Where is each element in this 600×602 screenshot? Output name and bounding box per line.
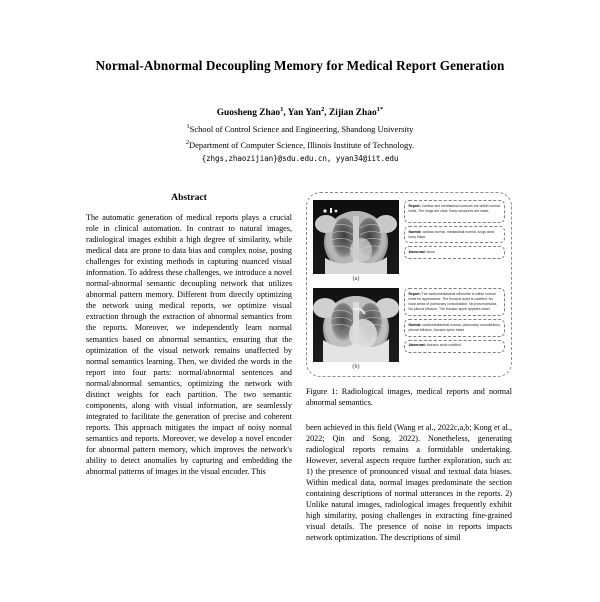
affiliation-2-text: Department of Computer Science, Illinois Institute of Technology. [189, 139, 415, 150]
author-1: Guosheng Zhao [216, 107, 281, 118]
normal-label-a: Normal: [408, 229, 422, 234]
report-box-a-normal [404, 226, 505, 243]
left-column [86, 192, 292, 477]
chest-xray-image-b [313, 288, 399, 362]
author-3-affil-marker: 1* [376, 105, 384, 113]
abstract-heading: Abstract [171, 192, 207, 203]
affiliation-1 [0, 122, 600, 136]
title-block [0, 0, 600, 163]
affiliation-1-text: School of Control Science and Engineering, Shandong University [189, 123, 414, 134]
right-column [306, 192, 512, 543]
author-list [0, 105, 600, 120]
page-title: Normal-Abnormal Decoupling Memory for Medical Report Generation [95, 58, 505, 73]
figure-frame [306, 192, 512, 377]
figure-sublabel-b: (b) [352, 363, 360, 371]
abnormal-text-a: None [425, 249, 435, 254]
report-box-b-normal [404, 319, 505, 336]
right-column-body: been achieved in this field (Wang et al., 2022c,a,b; Kong et al., 2022; Qin and Song, 2022). Nonetheless, generating radiological reports remains a formidable undertaking. However, several aspects require further exploration, such as: 1) the presence of pronounced visual and textual data biases. Within medical data, normal images predominate the section containing descriptions of normal utterances in the reports. 2) Unlike natural images, radiological images frequently exhibit high similarity, posing challenges in extracting fine-grained visual details. The presence of noise in reports impacts network optimization. The descriptions of simil [306, 422, 512, 543]
report-label-b: Report: [408, 291, 421, 296]
report-box-b-abnormal [404, 340, 505, 353]
report-stack-a [404, 200, 505, 259]
affiliation-1-marker: 1 [186, 122, 190, 130]
normal-text-a: cardiac normal, mediastinal normal, lungs clear, bony intact [408, 229, 496, 239]
body-columns [0, 192, 600, 602]
chest-xray-image-a [313, 200, 399, 274]
figure-row-b [313, 288, 505, 370]
report-stack-b [404, 288, 505, 352]
figure-row-a [313, 200, 505, 282]
report-box-b-report [404, 288, 505, 316]
abstract-text: The automatic generation of medical reports plays a crucial role in clinical automation. In contrast to natural images, radiological images exhibit a high degree of similarity, while medical data are prone to data bias and complex noise, posing challenges for existing methods in capturing nuanced visual information. To address these challenges, we introduce a novel normal-abnormal semantic decoupling network that utilizes abnormal pattern memory. Different from directly optimizing the network using medical reports, we optimize visual extraction through the extraction of abnormal semantics from the reports. Moreover, we independently learn normal semantics based on abnormal semantics, ensuring that the optimization of the visual network remains unaffected by normal semantics learning. Then, we divided the words in the report into four parts: normal/abnormal sentences and normal/abnormal semantics, optimizing the network with distinct weights for each partition. The two semantic components, along with visual information, are seamlessly integrated to facilitate the generation of precise and coherent reports. This approach mitigates the impact of noisy normal semantics and reports. Moreover, we develop a novel encoder for abnormal pattern memory, which improves the network's ability to detect anomalies by capturing and embedding the abnormal patterns of images in the visual encoder. This [86, 213, 292, 477]
xray-cell-b [313, 288, 399, 370]
affiliation-2 [0, 138, 600, 152]
report-text-b: The cardiomediastinal silhouette is within normal limits for appearance. The thoracic aorta is calcified. No focal areas of pulmonary consolidation. No pneumothorax. No pleural effusion. The thoracic spine appears intact. [408, 291, 498, 312]
report-text-a: Cardiac and mediastinal contours are within normal limits. The lungs are clear. Bony structures are intact. [408, 203, 500, 213]
figure-caption: Figure 1: Radiological images, medical reports and normal abnormal semantics. [306, 387, 512, 408]
abnormal-label-b: Abnormal: [408, 343, 426, 348]
author-1-affil-marker: 1 [280, 105, 284, 113]
author-2-affil-marker: 2 [320, 105, 325, 113]
normal-label-b: Normal: [408, 322, 422, 327]
abnormal-text-b: thoracic aorta calcified [425, 343, 461, 348]
report-box-a-abnormal [404, 246, 505, 259]
author-emails: {zhgs,zhaozijian}@sdu.edu.cn, yyan34@iit.edu [201, 153, 399, 163]
report-box-a-report [404, 200, 505, 223]
figure-1 [306, 192, 512, 409]
figure-sublabel-a: (a) [352, 275, 360, 282]
xray-cell-a [313, 200, 399, 282]
abnormal-label-a: Abnormal: [408, 249, 426, 254]
author-2: , Yan Yan [283, 107, 321, 118]
author-3: , Zijian Zhao [324, 107, 377, 118]
report-label-a: Report: [408, 203, 421, 208]
affiliation-2-marker: 2 [185, 138, 189, 146]
normal-text-b: cardiomediastinal normal, pulmonary consolidation, pleural effusion, thoracic spine intact [408, 322, 501, 332]
